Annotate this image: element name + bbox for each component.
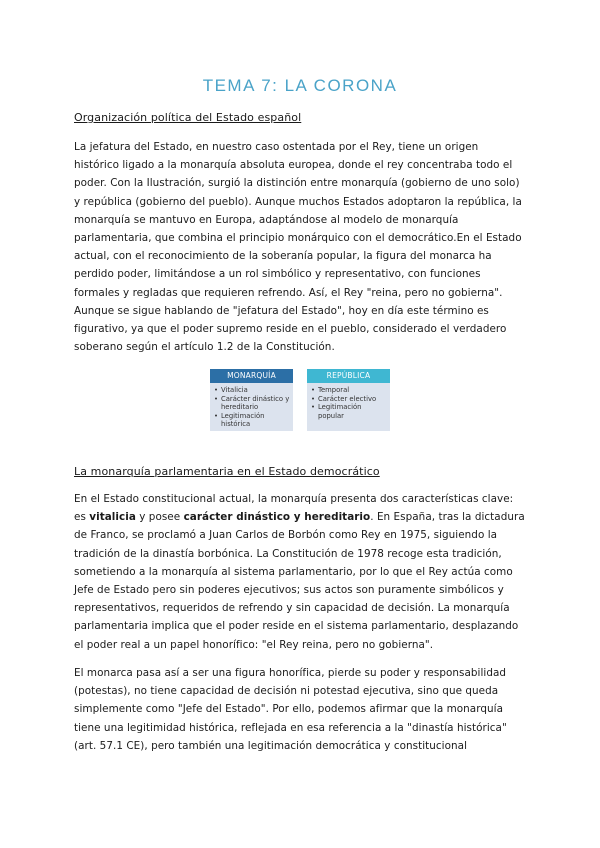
page-title: TEMA 7: LA CORONA [202, 76, 398, 95]
section-heading-organizacion: Organización política del Estado español [74, 111, 302, 124]
list-item: • Legitimación histórica [214, 412, 290, 429]
list-item: • Temporal [311, 386, 387, 395]
paragraph-organizacion: La jefatura del Estado, en nuestro caso ostentada por el Rey, tiene un origen histórico ligado a la monarquía absoluta europea, donde el rey concentraba todo el poder. Con la Ilustración, surgió la distinción entre monarquía (gobierno de uno solo) y república (gobierno del pueblo). Aunque muchos Estados adoptaron la república, la monarquía se mantuvo en Europa, adaptándose al modelo de monarquía parlamentaria, que combina el principio monárquico con el democrático.En el Estado actual, con el reconocimiento de la soberanía popular, la figura del monarca ha perdido poder, limitándose a un rol simbólico y representativo, con funciones formales y regladas que requieren refrendo. Así, el Rey "reina, pero no gobierna". Aunque se sigue hablando de "jefatura del Estado", hoy en día este término es figurativo, ya que el poder supremo reside en el pueblo, considerado el verdadero soberano según el artículo 1.2 de la Constitución. [74, 141, 522, 354]
list-item: • Carácter electivo [311, 395, 387, 404]
republica-header: REPÚBLICA [307, 369, 390, 383]
monarquia-box [210, 369, 293, 431]
republica-box [307, 369, 390, 431]
republica-list [311, 386, 387, 420]
monarquia-list [214, 386, 290, 429]
paragraph-monarquia-parlamentaria: En el Estado constitucional actual, la monarquía presenta dos características clave: es vitalicia y posee carácter dinástico y hereditario. En España, tras la dictadura de Franco, se proclamó a Juan Carlos de Borbón como Rey en 1975, siguiendo la tradición de la dinastía borbónica. La Constitución de 1978 recoge esta tradición, sometiendo a la monarquía al sistema parlamentario, por lo que el Rey actúa como Jefe de Estado pero sin poderes ejecutivos; sus actos son puramente simbólicos y representativos, requeridos de refrendo y sin capacidad de decisión. La monarquía parlamentaria implica que el poder reside en el sistema parlamentario, desplazando el poder real a un papel honorífico: "el Rey reina, pero no gobierna". [74, 493, 525, 651]
paragraph-monarca: El monarca pasa así a ser una figura honorífica, pierde su poder y responsabilidad (potestas), no tiene capacidad de decisión ni potestad ejecutiva, sino que queda simplemente como "Jefe del Estado". Por ello, podemos afirmar que la monarquía tiene una legitimidad histórica, reflejada en esa referencia a la "dinastía histórica" (art. 57.1 CE), pero también una legitimación democrática y constitucional [74, 667, 507, 752]
list-item: • Vitalicia [214, 386, 290, 395]
bold-caracter: carácter dinástico y hereditario [183, 511, 371, 524]
bold-vitalicia: vitalicia [89, 511, 136, 524]
list-item: • Carácter dinástico y hereditario [214, 395, 290, 412]
monarquia-header: MONARQUÍA [210, 369, 293, 383]
section-heading-monarquia-parlamentaria: La monarquía parlamentaria en el Estado democrático [74, 465, 380, 478]
comparison-diagram [210, 369, 390, 431]
list-item: • Legitimación popular [311, 403, 387, 420]
